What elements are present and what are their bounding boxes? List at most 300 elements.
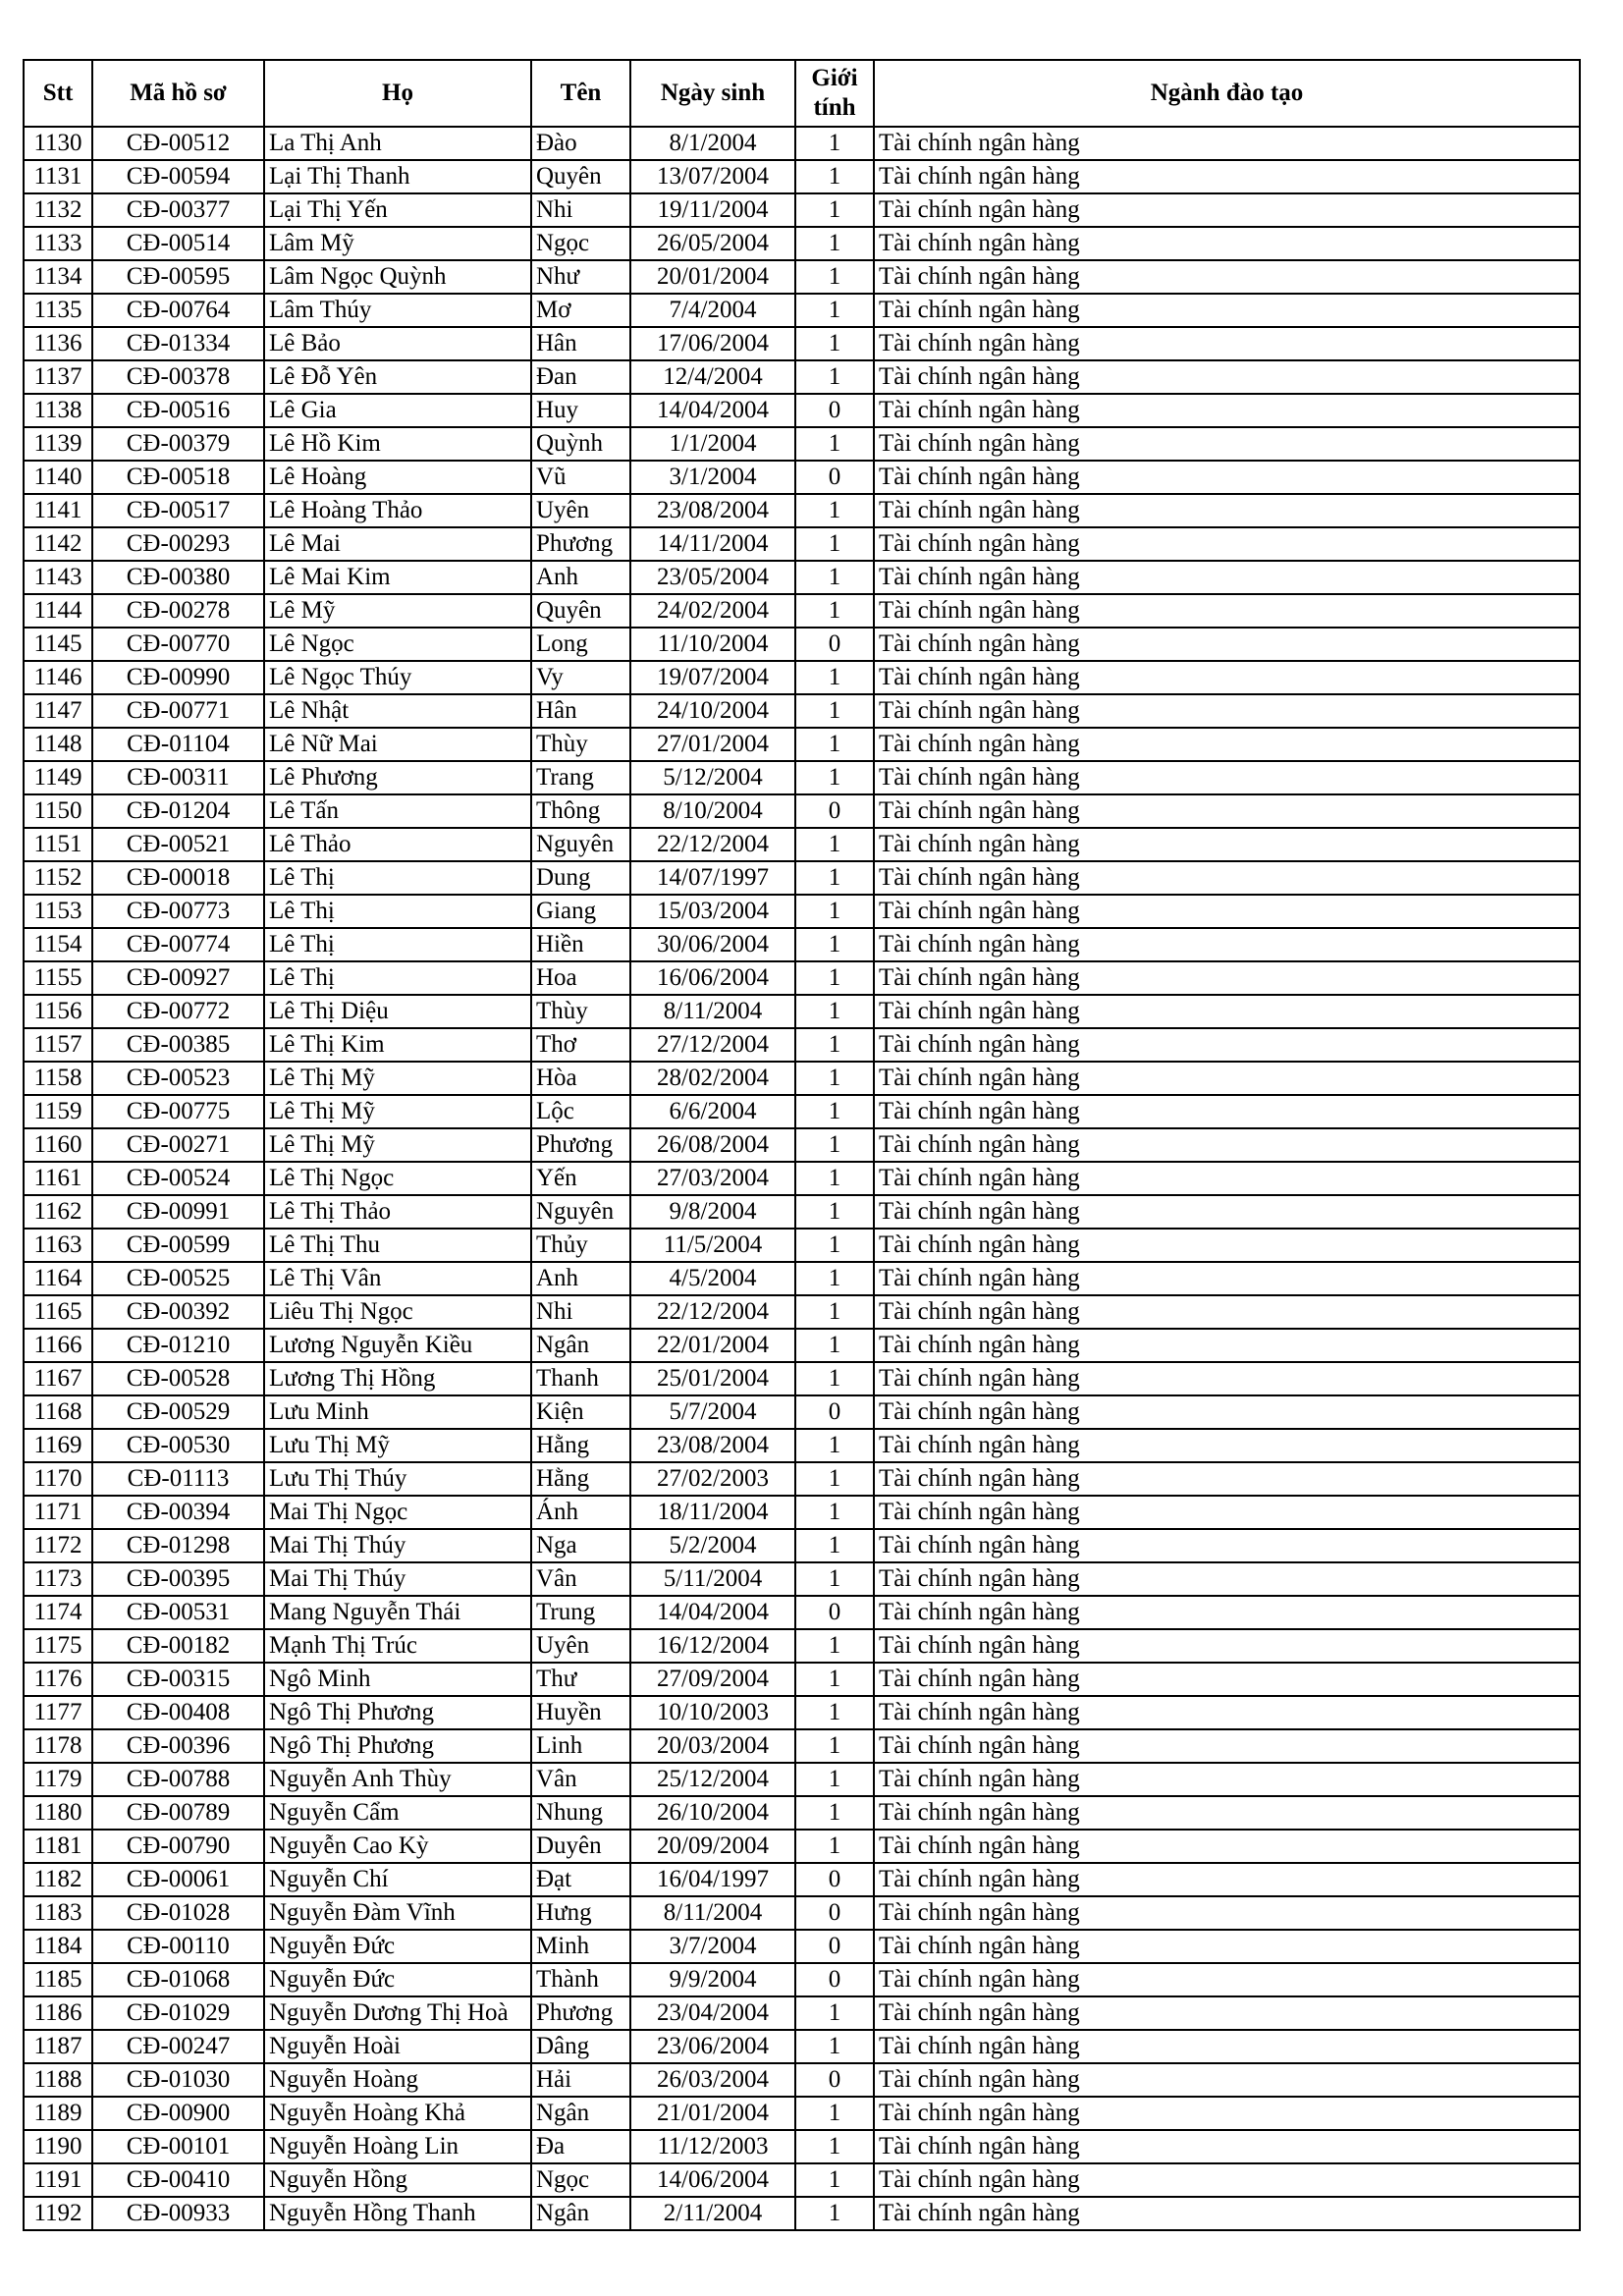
table-row <box>24 1128 1580 1162</box>
cell-dob: 7/4/2004 <box>630 294 795 327</box>
cell-ho: Ngô Minh <box>264 1663 531 1696</box>
table-row <box>24 1028 1580 1062</box>
table-row <box>24 861 1580 895</box>
cell-major: Tài chính ngân hàng <box>874 1896 1580 1930</box>
cell-dob: 16/12/2004 <box>630 1629 795 1663</box>
cell-ho: Lê Thị Thu <box>264 1229 531 1262</box>
cell-ten: Quyên <box>531 160 630 193</box>
cell-ten: Ánh <box>531 1496 630 1529</box>
cell-ho: Mạnh Thị Trúc <box>264 1629 531 1663</box>
cell-stt: 1131 <box>24 160 92 193</box>
cell-code: CĐ-00293 <box>92 527 264 561</box>
cell-major: Tài chính ngân hàng <box>874 2197 1580 2230</box>
cell-dob: 20/01/2004 <box>630 260 795 294</box>
cell-sex: 1 <box>795 327 874 360</box>
cell-ho: Nguyễn Hoàng Lin <box>264 2130 531 2163</box>
table-row <box>24 1062 1580 1095</box>
cell-ho: Lê Thị Mỹ <box>264 1095 531 1128</box>
cell-dob: 22/12/2004 <box>630 1295 795 1329</box>
cell-ho: Nguyễn Hoài <box>264 2030 531 2063</box>
cell-ho: Nguyễn Chí <box>264 1863 531 1896</box>
cell-major: Tài chính ngân hàng <box>874 2030 1580 2063</box>
table-row <box>24 2197 1580 2230</box>
table-row <box>24 1262 1580 1295</box>
cell-stt: 1138 <box>24 394 92 427</box>
cell-ten: Linh <box>531 1729 630 1763</box>
cell-ten: Nga <box>531 1529 630 1562</box>
cell-stt: 1167 <box>24 1362 92 1395</box>
cell-code: CĐ-00927 <box>92 961 264 995</box>
cell-ho: Ngô Thị Phương <box>264 1696 531 1729</box>
table-row <box>24 1863 1580 1896</box>
cell-ho: Lê Hoàng <box>264 461 531 494</box>
cell-sex: 0 <box>795 1963 874 1996</box>
cell-dob: 8/11/2004 <box>630 1896 795 1930</box>
cell-stt: 1136 <box>24 327 92 360</box>
cell-sex: 1 <box>795 1496 874 1529</box>
cell-code: CĐ-00380 <box>92 561 264 594</box>
cell-major: Tài chính ngân hàng <box>874 294 1580 327</box>
cell-code: CĐ-00530 <box>92 1429 264 1462</box>
cell-code: CĐ-01029 <box>92 1996 264 2030</box>
table-row <box>24 1496 1580 1529</box>
cell-code: CĐ-00774 <box>92 928 264 961</box>
cell-dob: 19/11/2004 <box>630 193 795 227</box>
cell-major: Tài chính ngân hàng <box>874 1496 1580 1529</box>
cell-ho: Nguyễn Đàm Vĩnh <box>264 1896 531 1930</box>
cell-stt: 1164 <box>24 1262 92 1295</box>
cell-major: Tài chính ngân hàng <box>874 1195 1580 1229</box>
cell-major: Tài chính ngân hàng <box>874 995 1580 1028</box>
cell-ho: La Thị Anh <box>264 127 531 160</box>
cell-dob: 8/1/2004 <box>630 127 795 160</box>
cell-code: CĐ-00512 <box>92 127 264 160</box>
cell-stt: 1179 <box>24 1763 92 1796</box>
cell-major: Tài chính ngân hàng <box>874 861 1580 895</box>
cell-major: Tài chính ngân hàng <box>874 527 1580 561</box>
table-row <box>24 895 1580 928</box>
cell-ho: Lê Hồ Kim <box>264 427 531 461</box>
cell-sex: 0 <box>795 628 874 661</box>
cell-sex: 1 <box>795 1830 874 1863</box>
cell-dob: 15/03/2004 <box>630 895 795 928</box>
cell-ho: Lê Mỹ <box>264 594 531 628</box>
cell-dob: 14/04/2004 <box>630 394 795 427</box>
cell-ten: Đạt <box>531 1863 630 1896</box>
cell-stt: 1187 <box>24 2030 92 2063</box>
table-row <box>24 193 1580 227</box>
cell-dob: 20/03/2004 <box>630 1729 795 1763</box>
cell-stt: 1186 <box>24 1996 92 2030</box>
cell-major: Tài chính ngân hàng <box>874 1763 1580 1796</box>
cell-ten: Hân <box>531 694 630 728</box>
cell-ho: Lê Hoàng Thảo <box>264 494 531 527</box>
cell-code: CĐ-00061 <box>92 1863 264 1896</box>
cell-sex: 0 <box>795 2063 874 2097</box>
cell-code: CĐ-00531 <box>92 1596 264 1629</box>
cell-dob: 27/01/2004 <box>630 728 795 761</box>
cell-major: Tài chính ngân hàng <box>874 1062 1580 1095</box>
cell-ten: Vân <box>531 1763 630 1796</box>
cell-sex: 1 <box>795 1663 874 1696</box>
cell-dob: 28/02/2004 <box>630 1062 795 1095</box>
cell-sex: 1 <box>795 193 874 227</box>
cell-code: CĐ-00271 <box>92 1128 264 1162</box>
cell-dob: 23/08/2004 <box>630 1429 795 1462</box>
cell-ho: Lê Thị Diệu <box>264 995 531 1028</box>
cell-stt: 1135 <box>24 294 92 327</box>
table-row <box>24 2063 1580 2097</box>
cell-major: Tài chính ngân hàng <box>874 2130 1580 2163</box>
cell-sex: 1 <box>795 694 874 728</box>
cell-ten: Hòa <box>531 1062 630 1095</box>
table-row <box>24 260 1580 294</box>
cell-sex: 1 <box>795 227 874 260</box>
cell-ho: Nguyễn Dương Thị Hoà <box>264 1996 531 2030</box>
cell-ten: Anh <box>531 561 630 594</box>
cell-code: CĐ-00379 <box>92 427 264 461</box>
cell-major: Tài chính ngân hàng <box>874 761 1580 794</box>
table-row <box>24 794 1580 828</box>
cell-major: Tài chính ngân hàng <box>874 1863 1580 1896</box>
table-row <box>24 561 1580 594</box>
cell-dob: 9/9/2004 <box>630 1963 795 1996</box>
cell-sex: 1 <box>795 427 874 461</box>
cell-ten: Dâng <box>531 2030 630 2063</box>
cell-code: CĐ-00018 <box>92 861 264 895</box>
cell-stt: 1192 <box>24 2197 92 2230</box>
cell-code: CĐ-00518 <box>92 461 264 494</box>
cell-ten: Thùy <box>531 995 630 1028</box>
header-ho: Họ <box>264 60 531 127</box>
cell-dob: 10/10/2003 <box>630 1696 795 1729</box>
table-row <box>24 961 1580 995</box>
cell-ten: Đan <box>531 360 630 394</box>
table-row <box>24 227 1580 260</box>
cell-ho: Nguyễn Hoàng Khả <box>264 2097 531 2130</box>
cell-dob: 24/10/2004 <box>630 694 795 728</box>
cell-sex: 1 <box>795 928 874 961</box>
cell-ho: Liêu Thị Ngọc <box>264 1295 531 1329</box>
cell-ho: Lê Bảo <box>264 327 531 360</box>
cell-code: CĐ-01113 <box>92 1462 264 1496</box>
cell-ho: Lâm Mỹ <box>264 227 531 260</box>
cell-stt: 1182 <box>24 1863 92 1896</box>
cell-major: Tài chính ngân hàng <box>874 394 1580 427</box>
cell-ten: Vũ <box>531 461 630 494</box>
cell-sex: 1 <box>795 160 874 193</box>
cell-dob: 14/07/1997 <box>630 861 795 895</box>
cell-stt: 1147 <box>24 694 92 728</box>
table-row <box>24 1562 1580 1596</box>
cell-sex: 0 <box>795 394 874 427</box>
cell-stt: 1142 <box>24 527 92 561</box>
cell-major: Tài chính ngân hàng <box>874 1395 1580 1429</box>
cell-sex: 1 <box>795 2163 874 2197</box>
cell-ho: Lê Mai <box>264 527 531 561</box>
cell-major: Tài chính ngân hàng <box>874 2063 1580 2097</box>
table-row <box>24 160 1580 193</box>
cell-dob: 11/10/2004 <box>630 628 795 661</box>
cell-major: Tài chính ngân hàng <box>874 127 1580 160</box>
cell-stt: 1180 <box>24 1796 92 1830</box>
cell-dob: 5/7/2004 <box>630 1395 795 1429</box>
table-row <box>24 1763 1580 1796</box>
cell-ho: Mai Thị Thúy <box>264 1529 531 1562</box>
cell-code: CĐ-00110 <box>92 1930 264 1963</box>
header-major: Ngành đào tạo <box>874 60 1580 127</box>
cell-ho: Lê Thị <box>264 895 531 928</box>
cell-sex: 1 <box>795 1295 874 1329</box>
cell-sex: 1 <box>795 661 874 694</box>
table-row <box>24 694 1580 728</box>
cell-sex: 1 <box>795 2097 874 2130</box>
cell-dob: 17/06/2004 <box>630 327 795 360</box>
cell-stt: 1175 <box>24 1629 92 1663</box>
cell-code: CĐ-01204 <box>92 794 264 828</box>
cell-sex: 1 <box>795 1329 874 1362</box>
cell-dob: 23/08/2004 <box>630 494 795 527</box>
cell-dob: 20/09/2004 <box>630 1830 795 1863</box>
cell-ho: Lâm Thúy <box>264 294 531 327</box>
table-row <box>24 628 1580 661</box>
cell-ten: Thanh <box>531 1362 630 1395</box>
cell-sex: 1 <box>795 1162 874 1195</box>
cell-ho: Lê Thị Vân <box>264 1262 531 1295</box>
cell-ten: Thông <box>531 794 630 828</box>
cell-ten: Ngọc <box>531 227 630 260</box>
cell-major: Tài chính ngân hàng <box>874 828 1580 861</box>
cell-stt: 1189 <box>24 2097 92 2130</box>
cell-sex: 1 <box>795 1996 874 2030</box>
header-row <box>24 60 1580 127</box>
cell-sex: 1 <box>795 1696 874 1729</box>
cell-major: Tài chính ngân hàng <box>874 594 1580 628</box>
cell-code: CĐ-01210 <box>92 1329 264 1362</box>
table-row <box>24 527 1580 561</box>
cell-ho: Lê Gia <box>264 394 531 427</box>
cell-ho: Nguyễn Hoàng <box>264 2063 531 2097</box>
cell-dob: 26/08/2004 <box>630 1128 795 1162</box>
cell-stt: 1161 <box>24 1162 92 1195</box>
cell-dob: 11/12/2003 <box>630 2130 795 2163</box>
cell-major: Tài chính ngân hàng <box>874 961 1580 995</box>
cell-ten: Duyên <box>531 1830 630 1863</box>
cell-stt: 1153 <box>24 895 92 928</box>
cell-dob: 23/04/2004 <box>630 1996 795 2030</box>
cell-ten: Quyên <box>531 594 630 628</box>
cell-ten: Nhung <box>531 1796 630 1830</box>
cell-dob: 5/12/2004 <box>630 761 795 794</box>
cell-dob: 13/07/2004 <box>630 160 795 193</box>
cell-stt: 1143 <box>24 561 92 594</box>
cell-ten: Yến <box>531 1162 630 1195</box>
cell-code: CĐ-00529 <box>92 1395 264 1429</box>
cell-dob: 14/04/2004 <box>630 1596 795 1629</box>
cell-ho: Nguyễn Cẩm <box>264 1796 531 1830</box>
table-row <box>24 1462 1580 1496</box>
cell-ten: Thành <box>531 1963 630 1996</box>
cell-major: Tài chính ngân hàng <box>874 928 1580 961</box>
cell-stt: 1181 <box>24 1830 92 1863</box>
cell-major: Tài chính ngân hàng <box>874 260 1580 294</box>
cell-ho: Ngô Thị Phương <box>264 1729 531 1763</box>
cell-ten: Đa <box>531 2130 630 2163</box>
cell-sex: 1 <box>795 1195 874 1229</box>
cell-dob: 6/6/2004 <box>630 1095 795 1128</box>
cell-ho: Lê Thị Thảo <box>264 1195 531 1229</box>
cell-code: CĐ-00770 <box>92 628 264 661</box>
cell-sex: 0 <box>795 1395 874 1429</box>
cell-dob: 14/11/2004 <box>630 527 795 561</box>
cell-ho: Lê Thị Kim <box>264 1028 531 1062</box>
cell-dob: 26/05/2004 <box>630 227 795 260</box>
cell-major: Tài chính ngân hàng <box>874 794 1580 828</box>
cell-ho: Lương Thị Hồng <box>264 1362 531 1395</box>
cell-dob: 8/10/2004 <box>630 794 795 828</box>
table-row <box>24 1629 1580 1663</box>
cell-dob: 22/01/2004 <box>630 1329 795 1362</box>
cell-stt: 1151 <box>24 828 92 861</box>
cell-code: CĐ-00517 <box>92 494 264 527</box>
cell-stt: 1130 <box>24 127 92 160</box>
cell-code: CĐ-00378 <box>92 360 264 394</box>
cell-ho: Mang Nguyễn Thái <box>264 1596 531 1629</box>
cell-major: Tài chính ngân hàng <box>874 1930 1580 1963</box>
cell-dob: 5/11/2004 <box>630 1562 795 1596</box>
cell-dob: 14/06/2004 <box>630 2163 795 2197</box>
cell-code: CĐ-00521 <box>92 828 264 861</box>
cell-major: Tài chính ngân hàng <box>874 661 1580 694</box>
cell-major: Tài chính ngân hàng <box>874 1562 1580 1596</box>
cell-sex: 1 <box>795 1028 874 1062</box>
cell-code: CĐ-00394 <box>92 1496 264 1529</box>
cell-major: Tài chính ngân hàng <box>874 2097 1580 2130</box>
table-row <box>24 1295 1580 1329</box>
cell-stt: 1154 <box>24 928 92 961</box>
cell-ten: Trang <box>531 761 630 794</box>
cell-dob: 23/05/2004 <box>630 561 795 594</box>
cell-code: CĐ-00773 <box>92 895 264 928</box>
cell-stt: 1141 <box>24 494 92 527</box>
cell-stt: 1162 <box>24 1195 92 1229</box>
cell-sex: 1 <box>795 995 874 1028</box>
cell-ten: Hưng <box>531 1896 630 1930</box>
table-row <box>24 1596 1580 1629</box>
cell-dob: 21/01/2004 <box>630 2097 795 2130</box>
cell-dob: 26/03/2004 <box>630 2063 795 2097</box>
cell-ho: Lê Thảo <box>264 828 531 861</box>
cell-ten: Anh <box>531 1262 630 1295</box>
cell-ho: Lê Thị Mỹ <box>264 1062 531 1095</box>
cell-sex: 1 <box>795 1262 874 1295</box>
cell-stt: 1144 <box>24 594 92 628</box>
cell-ten: Đào <box>531 127 630 160</box>
table-row <box>24 427 1580 461</box>
cell-stt: 1173 <box>24 1562 92 1596</box>
cell-code: CĐ-00392 <box>92 1295 264 1329</box>
cell-dob: 12/4/2004 <box>630 360 795 394</box>
cell-code: CĐ-00933 <box>92 2197 264 2230</box>
table-row <box>24 1963 1580 1996</box>
table-row <box>24 494 1580 527</box>
cell-stt: 1177 <box>24 1696 92 1729</box>
cell-dob: 25/12/2004 <box>630 1763 795 1796</box>
cell-major: Tài chính ngân hàng <box>874 1529 1580 1562</box>
cell-stt: 1183 <box>24 1896 92 1930</box>
cell-ho: Lại Thị Thanh <box>264 160 531 193</box>
cell-stt: 1133 <box>24 227 92 260</box>
table-row <box>24 2097 1580 2130</box>
cell-code: CĐ-00764 <box>92 294 264 327</box>
cell-sex: 1 <box>795 2130 874 2163</box>
cell-code: CĐ-00772 <box>92 995 264 1028</box>
cell-ho: Mai Thị Thúy <box>264 1562 531 1596</box>
cell-code: CĐ-00377 <box>92 193 264 227</box>
cell-ten: Hằng <box>531 1429 630 1462</box>
cell-major: Tài chính ngân hàng <box>874 327 1580 360</box>
cell-ho: Nguyễn Hồng <box>264 2163 531 2197</box>
cell-ten: Nguyên <box>531 1195 630 1229</box>
cell-code: CĐ-00523 <box>92 1062 264 1095</box>
cell-code: CĐ-00599 <box>92 1229 264 1262</box>
header-ten: Tên <box>531 60 630 127</box>
cell-stt: 1137 <box>24 360 92 394</box>
table-row <box>24 1696 1580 1729</box>
cell-sex: 0 <box>795 1596 874 1629</box>
cell-stt: 1155 <box>24 961 92 995</box>
cell-ten: Huyền <box>531 1696 630 1729</box>
cell-major: Tài chính ngân hàng <box>874 1462 1580 1496</box>
cell-dob: 27/12/2004 <box>630 1028 795 1062</box>
cell-ten: Thơ <box>531 1028 630 1062</box>
cell-sex: 1 <box>795 1729 874 1763</box>
cell-major: Tài chính ngân hàng <box>874 1362 1580 1395</box>
cell-ten: Minh <box>531 1930 630 1963</box>
table-row <box>24 1229 1580 1262</box>
cell-dob: 25/01/2004 <box>630 1362 795 1395</box>
cell-ho: Lưu Thị Mỹ <box>264 1429 531 1462</box>
cell-ten: Uyên <box>531 494 630 527</box>
cell-ten: Long <box>531 628 630 661</box>
cell-dob: 19/07/2004 <box>630 661 795 694</box>
cell-ten: Vy <box>531 661 630 694</box>
cell-ten: Phương <box>531 527 630 561</box>
cell-stt: 1171 <box>24 1496 92 1529</box>
cell-ho: Lưu Minh <box>264 1395 531 1429</box>
cell-sex: 1 <box>795 1462 874 1496</box>
cell-ten: Nguyên <box>531 828 630 861</box>
cell-ten: Thư <box>531 1663 630 1696</box>
table-row <box>24 2130 1580 2163</box>
cell-ten: Kiện <box>531 1395 630 1429</box>
cell-stt: 1174 <box>24 1596 92 1629</box>
cell-ten: Phương <box>531 1996 630 2030</box>
cell-sex: 0 <box>795 1930 874 1963</box>
cell-major: Tài chính ngân hàng <box>874 1229 1580 1262</box>
cell-dob: 27/02/2003 <box>630 1462 795 1496</box>
table-row <box>24 728 1580 761</box>
cell-major: Tài chính ngân hàng <box>874 561 1580 594</box>
header-dob: Ngày sinh <box>630 60 795 127</box>
cell-ten: Giang <box>531 895 630 928</box>
cell-sex: 1 <box>795 1229 874 1262</box>
table-row <box>24 1663 1580 1696</box>
cell-code: CĐ-00514 <box>92 227 264 260</box>
cell-dob: 22/12/2004 <box>630 828 795 861</box>
cell-stt: 1160 <box>24 1128 92 1162</box>
cell-sex: 0 <box>795 1863 874 1896</box>
